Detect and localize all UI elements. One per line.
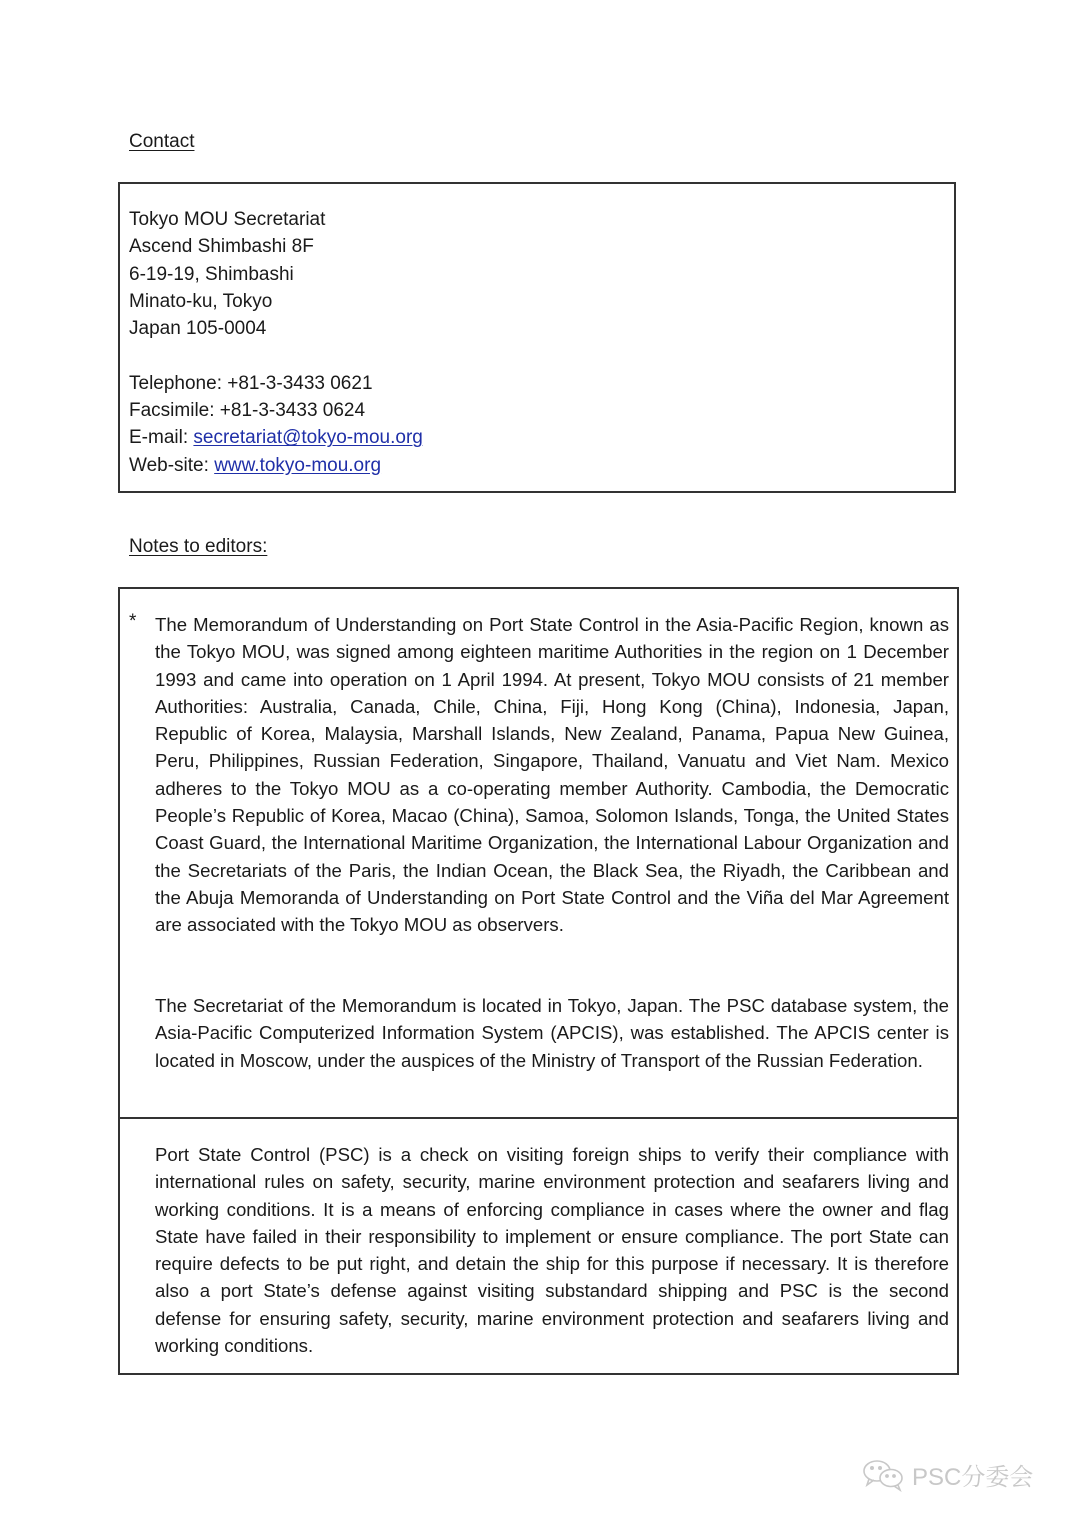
bullet-marker: * bbox=[129, 611, 137, 632]
email-link[interactable]: secretariat@tokyo-mou.org bbox=[193, 427, 423, 449]
address-line-country: Japan 105-0004 bbox=[129, 318, 267, 340]
paragraph-tokyo-mou: The Memorandum of Understanding on Port State Control in the Asia-Pacific Region, known as the Tokyo MOU, was signed among eighteen maritime Authorities in the region on 1 December 1993 and came into operation on 1 April 1994. At present, Tokyo MOU consists of 21 member Authorities: Australia, Canada, Chile, China, Fiji, Hong Kong (China), Indonesia, Japan, Republic of Korea, Malaysia, Marshall Islands, New Zealand, Panama, Papua New Guinea, Peru, Philippines, Russian Federation, Singapore, Thailand, Vanuatu and Viet Nam. Mexico adheres to the Tokyo MOU as a co-operating member Authority. Cambodia, the Democratic People’s Republic of Korea, Macao (China), Samoa, Solomon Islands, Tonga, the United States Coast Guard, the International Maritime Organization, the International Labour Organization and the Secretariats of the Paris, the Indian Ocean, the Black Sea, the Riyadh, the Caribbean and the Abuja Memoranda of Understanding on Port State Control and the Viña del Mar Agreement are associated with the Tokyo MOU as observers. bbox=[155, 614, 949, 936]
wechat-icon bbox=[862, 1458, 906, 1492]
notes-cell-psc bbox=[120, 1119, 957, 1373]
watermark-text: PSC分委会 bbox=[912, 1464, 1034, 1491]
contact-box bbox=[118, 182, 956, 493]
email-label: E-mail: bbox=[129, 427, 194, 449]
contact-details bbox=[129, 206, 423, 479]
watermark bbox=[862, 1457, 1033, 1492]
telephone: Telephone: +81-3-3433 0621 bbox=[129, 372, 373, 394]
notes-heading: Notes to editors: bbox=[129, 536, 268, 557]
website-label: Web-site: bbox=[129, 454, 215, 476]
notes-box bbox=[118, 587, 959, 1375]
facsimile: Facsimile: +81-3-3433 0624 bbox=[129, 400, 366, 422]
spacer bbox=[129, 342, 423, 369]
address-line-organization: Tokyo MOU Secretariat bbox=[129, 209, 326, 230]
address-line-street: 6-19-19, Shimbashi bbox=[129, 263, 294, 285]
contact-heading: Contact bbox=[129, 131, 195, 152]
email-line bbox=[129, 424, 423, 451]
address-line-building: Ascend Shimbashi 8F bbox=[129, 236, 314, 258]
address-line-city: Minato-ku, Tokyo bbox=[129, 290, 273, 312]
paragraph-secretariat: The Secretariat of the Memorandum is located in Tokyo, Japan. The PSC database system, the Asia-Pacific Computerized Information System (APCIS), was established. The APCIS center is located in Moscow, under the auspices of the Ministry of Transport of the Russian Federation. bbox=[155, 995, 949, 1071]
notes-cell-about bbox=[120, 589, 957, 1119]
website-line bbox=[129, 452, 423, 479]
paragraph-port-state-control: Port State Control (PSC) is a check on visiting foreign ships to verify their compliance with international rules on safety, security, marine environment protection and seafarers living and working conditions. It is a means of enforcing compliance in cases where the owner and flag State have failed in their responsibility to implement or ensure compliance. The port State can require defects to be put right, and detain the ship for this purpose if necessary. It is therefore also a port State’s defense against visiting substandard shipping and PSC is the second defense for ensuring safety, security, marine environment protection and seafarers living and working conditions. bbox=[155, 1144, 949, 1357]
website-link[interactable]: www.tokyo-mou.org bbox=[214, 454, 382, 476]
